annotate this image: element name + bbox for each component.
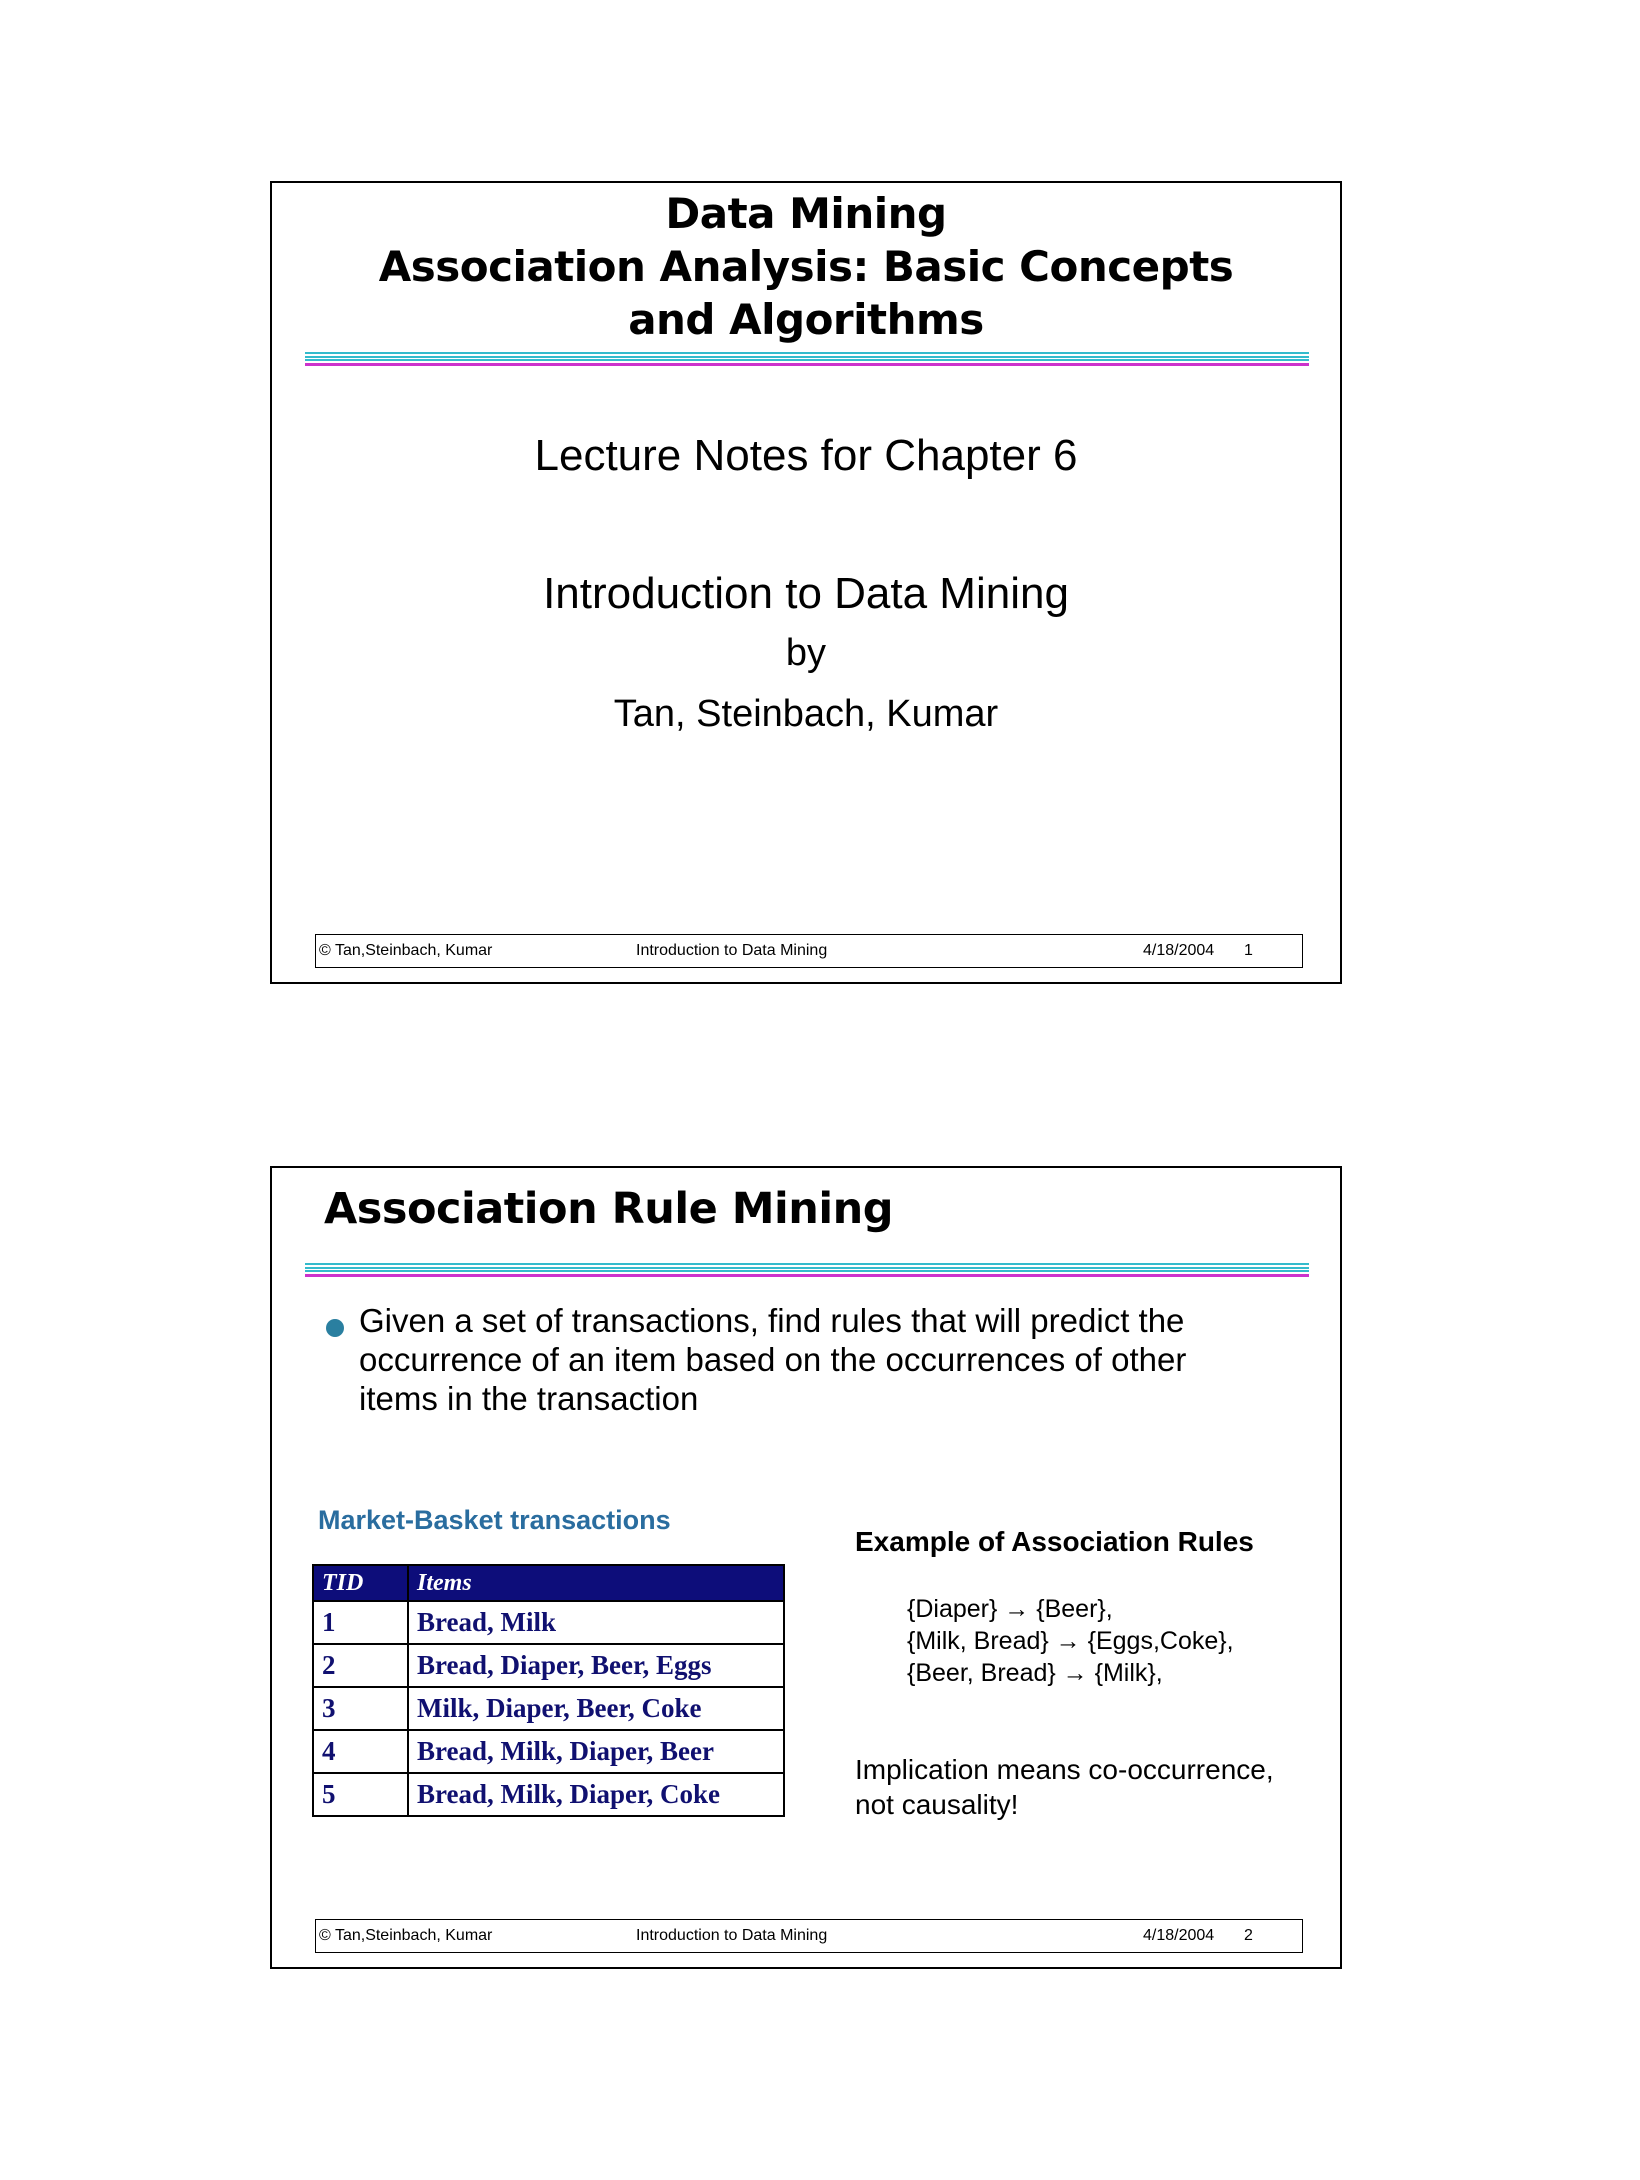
by-text: by <box>785 632 827 674</box>
footer-date: 4/18/2004 <box>1143 942 1215 959</box>
cell-tid: 3 <box>313 1687 408 1730</box>
footer-copyright: © Tan,Steinbach, Kumar <box>319 1927 493 1944</box>
title-line-1: Data Mining <box>665 189 947 238</box>
bullet-text <box>359 1301 1309 1418</box>
cell-tid: 5 <box>313 1773 408 1816</box>
cell-items: Bread, Milk, Diaper, Coke <box>408 1773 784 1816</box>
cell-items: Bread, Diaper, Beer, Eggs <box>408 1644 784 1687</box>
slide-title <box>272 187 1340 346</box>
table-row <box>313 1730 784 1773</box>
footer-book: Introduction to Data Mining <box>636 942 828 959</box>
rule-item: {Beer, Bread} → {Milk}, <box>907 1659 1163 1687</box>
title-line-3: and Algorithms <box>628 295 984 344</box>
rule-item: {Diaper} → {Beer}, <box>907 1595 1113 1623</box>
cell-items: Bread, Milk <box>408 1601 784 1644</box>
rule-item: {Milk, Bread} → {Eggs,Coke}, <box>907 1627 1234 1655</box>
implication-line-1: Implication means co-occurrence, <box>855 1754 1274 1785</box>
example-title: Example of Association Rules <box>855 1526 1254 1557</box>
bullet-line-3: items in the transaction <box>359 1380 699 1417</box>
title-line-2: Association Analysis: Basic Concepts <box>378 242 1234 291</box>
footer-copyright: © Tan,Steinbach, Kumar <box>319 942 493 959</box>
footer-book: Introduction to Data Mining <box>636 1927 828 1944</box>
cell-tid: 4 <box>313 1730 408 1773</box>
footer-page-number: 1 <box>1244 942 1253 959</box>
table-header-row <box>313 1565 784 1601</box>
table-row <box>313 1773 784 1816</box>
authors: Tan, Steinbach, Kumar <box>613 693 999 735</box>
subtitle: Lecture Notes for Chapter 6 <box>534 431 1078 480</box>
slide-title: Association Rule Mining <box>324 1184 894 1234</box>
bullet-line-2: occurrence of an item based on the occurrences of other <box>359 1341 1187 1378</box>
cell-items: Bread, Milk, Diaper, Beer <box>408 1730 784 1773</box>
cell-items: Milk, Diaper, Beer, Coke <box>408 1687 784 1730</box>
slide-1 <box>270 181 1342 984</box>
cell-tid: 2 <box>313 1644 408 1687</box>
title-divider <box>305 1263 1309 1279</box>
book-title: Introduction to Data Mining <box>543 569 1069 618</box>
slide-2 <box>270 1166 1342 1969</box>
slide-footer <box>315 1919 1303 1953</box>
title-divider <box>305 352 1309 368</box>
table-row <box>313 1644 784 1687</box>
table-row <box>313 1601 784 1644</box>
implication-note <box>855 1752 1274 1822</box>
transactions-table <box>312 1564 785 1817</box>
slide-footer <box>315 934 1303 968</box>
rules-list <box>907 1593 1234 1689</box>
bullet-line-1: Given a set of transactions, find rules that will predict the <box>359 1302 1185 1339</box>
table-title: Market-Basket transactions <box>318 1505 671 1535</box>
implication-line-2: not causality! <box>855 1789 1019 1820</box>
header-tid: TID <box>313 1565 408 1601</box>
header-items: Items <box>408 1565 784 1601</box>
cell-tid: 1 <box>313 1601 408 1644</box>
footer-page-number: 2 <box>1244 1927 1253 1944</box>
table-row <box>313 1687 784 1730</box>
bullet-icon <box>326 1319 344 1337</box>
footer-date: 4/18/2004 <box>1143 1927 1215 1944</box>
